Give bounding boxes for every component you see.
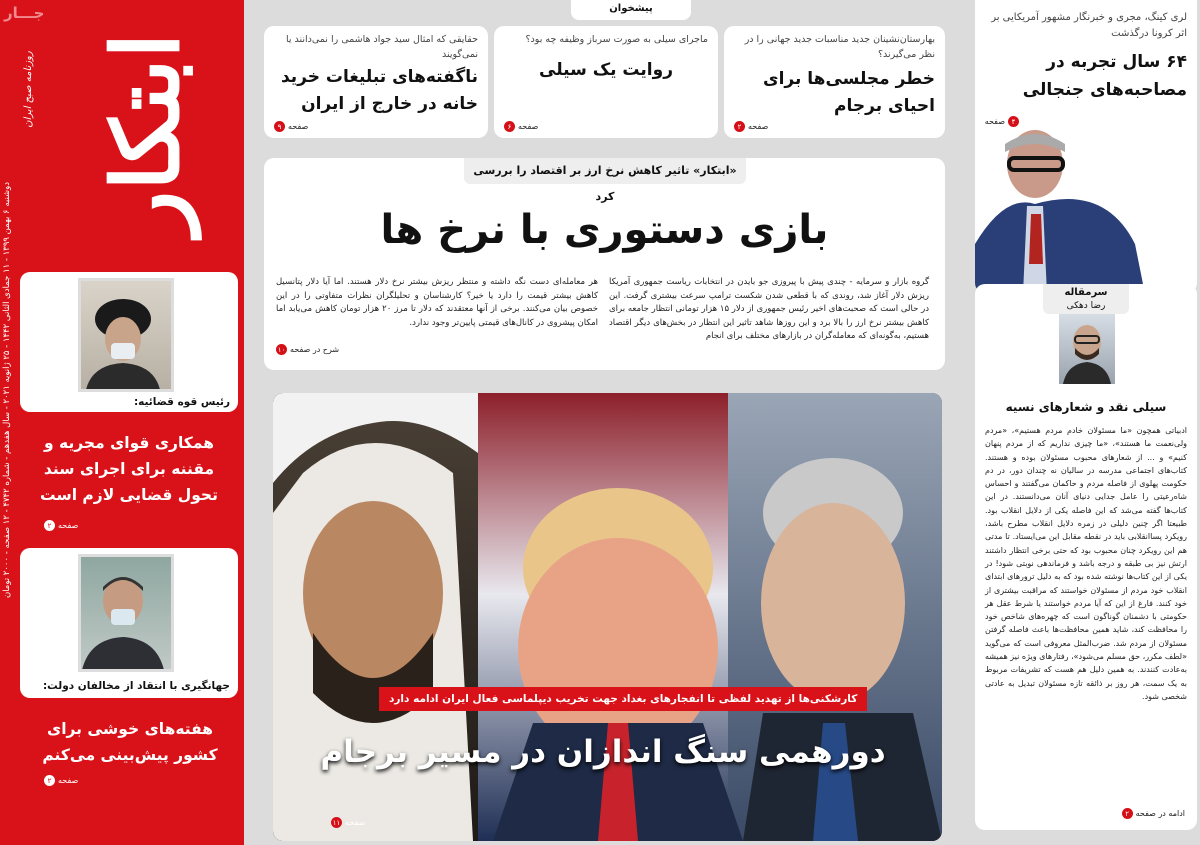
king-headline: ۶۴ سال تجربه در مصاحبه‌های جنجالی (1022, 52, 1187, 100)
preview-item-1[interactable] (724, 26, 945, 138)
watermark: جـــار (4, 4, 45, 22)
preview-tab (571, 0, 691, 20)
jahangiri-page-ref[interactable] (44, 775, 78, 786)
left-sidebar (0, 0, 244, 845)
preview-1-headline: خطر مجلسی‌ها برای احیای برجام (763, 69, 935, 116)
preview-1-kicker: بهارستان‌نشینان جدید مناسبات جدید جهانی را در نظر می‌گیرند؟ (744, 34, 935, 60)
photo-page-ref[interactable] (331, 817, 365, 828)
preview-item-3[interactable] (264, 26, 488, 138)
masthead-title: ابتکار (91, 32, 200, 236)
lead-column-right: گروه بازار و سرمایه - چندی پیش با پیروزی جو بایدن در انتخابات ریاست جمهوری آمریکا ریزش دلار آغاز شد، روندی که با قطعی شدن شکست ترامپ سرعت بیشتری گرفت. این در حالی است که صحبت‌های اخیر رئیس جمهوری از دلار ۱۵ هزار تومانی انتظار جامعه برای کاهش بیشتر نرخ ارز را بالا برد و این روزها شاهد تاثیر این انتظار در بخش‌های دیگر اقتصاد هستیم، به‌گونه‌ای که معامله‌گران در بازارهای مختلف برای انجام (609, 277, 929, 341)
masthead-slogan (8, 14, 48, 164)
lead-story (264, 158, 945, 370)
king-photo (975, 124, 1197, 293)
editorial-author-photo (1059, 314, 1115, 384)
raisi-card (20, 272, 238, 412)
king-kicker: لری کینگ، مجری و خبرنگار مشهور آمریکایی بر اثر کرونا درگذشت (991, 12, 1187, 39)
lead-more-ref[interactable] (276, 344, 339, 355)
preview-2-headline: روایت یک سیلی (539, 60, 673, 80)
raisi-page-ref[interactable] (44, 520, 78, 531)
preview-3-page-ref[interactable] (274, 121, 308, 132)
raisi-headline[interactable]: همکاری قوای مجریه و مقننه برای اجرای سند تحول قضایی لازم است (40, 434, 218, 504)
jahangiri-page-label: صفحه (58, 776, 79, 785)
preview-2-kicker: ماجرای سیلی به صورت سرباز وظیفه چه بود؟ (525, 34, 708, 45)
preview-3-page-num: ۹ (274, 121, 285, 132)
preview-3-headline: ناگفته‌های تبلیغات خرید خانه در خارج از ایران (280, 67, 478, 114)
jahangiri-card (20, 548, 238, 698)
lead-more-num: ۱۰ (277, 345, 286, 354)
king-page-num: ۴ (1008, 116, 1019, 127)
editorial-title[interactable]: سیلی نقد و شعارهای نسیه (1005, 400, 1167, 414)
editorial-more-num: ۲ (1122, 808, 1133, 819)
raisi-page-label: صفحه (58, 521, 79, 530)
raisi-photo (78, 278, 174, 392)
preview-2-page-ref[interactable] (504, 121, 538, 132)
photo-page-label: صفحه (345, 818, 366, 827)
photo-headline: دورهمی سنگ اندازان در مسیر برجام (320, 734, 886, 770)
lead-headline[interactable]: بازی دستوری با نرخ ها (380, 207, 829, 253)
masthead-logo (52, 6, 240, 262)
editorial-more-label: ادامه در صفحه (1135, 809, 1185, 818)
preview-3-page-label: صفحه (288, 122, 309, 131)
dateline-text: دوشنبه ۶ بهمن ۱۳۹۹ - ۱۱ جمادی الثانی ۱۴۴۲ - ۲۵ ژانویه ۲۰۲۱ - سال هفدهم - شماره ۴۷۴۲ - ۱۲ صفحه - ۲۰۰۰ تومان (1, 181, 12, 599)
lead-tag[interactable]: «ابتکار» تاثیر کاهش نرخ ارز بر اقتصاد را بررسی کرد (464, 158, 746, 184)
editorial-more-ref[interactable] (1122, 808, 1185, 819)
photo-banner: کارشکنی‌ها از تهدید لفظی تا انفجارهای بغداد جهت تخریب دیپلماسی فعال ایران ادامه دارد (379, 687, 867, 711)
photo-story[interactable] (273, 393, 942, 841)
editorial-author: رضا دهکی (1066, 301, 1106, 311)
jahangiri-page-num: ۲ (44, 775, 55, 786)
preview-2-page-num: ۶ (504, 121, 515, 132)
raisi-illustration (78, 281, 171, 392)
king-story[interactable] (975, 0, 1197, 293)
lead-column-left: هر معامله‌ای دست نگه داشته و منتظر ریزش بیشتر نرخ دلار هستند. اما آیا دلار پتانسیل کاهش بیشتر قیمت را دارد یا خیر؟ کارشناسان و تحلیلگران نظرات متفاوتی را در این خصوص بیان می‌کنند. برخی از آنها معتقدند که دلار تا مرز ۲۰ هزار تومان کاهش می‌یابد اما امکان پیشروی در کانال‌های قیمتی پایین‌تر وجود ندارد. (276, 277, 598, 328)
editorial-body: ادبیاتی همچون «ما مسئولان خادم مردم هستیم»، «مردم ولی‌نعمت ما هستند»، «ما چیزی نداریم که از مردم پنهان کنیم» و ... از شعارهای محبوب مسئولان بوده و هستند. کتاب‌های اجتماعی مدرسه در سالیان نه چندان دور، در دم حکومت پهلوی از فاصله مردم و حاکمان می‌گفتند و احساس شاه‌رعیتی را عامل جدایی دنیای آنان می‌دانستند. در این کتاب‌ها گفته می‌شد که این فاصله یکی از دلایل انقلاب بود. طبیعتا اگر چنین دلیلی در زمره دلایل انقلاب مطرح باشد، رویکرد پساانقلابی باید در نقطه مقابل این می‌ایستاد. تا مدتی هم این رویکرد چنان محبوب بود که حتی برخی انتظار داشتند ارتش نیز بی طبقه و درجه باشد و فرماندهی نوبتی شود! در یکی از این کتاب‌ها نوشته شده بود که به دلیل ترورهای ابتدای انقلاب خود مردم از مسئولان خواستند که مراقبت بیشتری از خود کنند. فارغ از این که آیا مردم خواستند یا شرط عقل هر حکومتی با دشمنان گوناگون است که چهره‌های شاخص خود را محافظت کند، شاید همین محافظت‌ها باعث فاصله گرفتن مسئولان از مردم شد. ضرب‌المثل معروفی است که می‌گوید «لطف مکرر، حق مسلم می‌شود»، رفتارهای ویژه نیز همیشه به‌عادت کنندند. به همین دلیل هم هست که تشریفات مربوط به یک سمت، هر روز بر ذائقه تازه مسئولان تبدیل به عادتی شخصی شود. (985, 426, 1187, 701)
jahangiri-caption: جهانگیری با انتقاد از مخالفان دولت: (42, 680, 230, 692)
editorial-label: سرمقاله (1064, 287, 1108, 298)
slogan-text: روزنامه صبح ایران (22, 50, 34, 128)
preview-1-page-num: ۲ (734, 121, 745, 132)
jahangiri-headline[interactable]: هفته‌های خوشی برای کشور پیش‌بینی می‌کنم (42, 720, 218, 764)
preview-2-page-label: صفحه (518, 122, 539, 131)
author-illustration (1059, 314, 1115, 384)
preview-3-kicker: حقایقی که امثال سید جواد هاشمی را نمی‌دانند یا نمی‌گویند (285, 34, 478, 60)
jahangiri-illustration (78, 557, 171, 672)
dateline (0, 160, 14, 620)
editorial (975, 284, 1197, 830)
preview-label: پیشخوان (609, 3, 653, 14)
lead-more-label: شرح در صفحه (290, 345, 340, 354)
editorial-label-box (1043, 284, 1129, 314)
preview-1-page-ref[interactable] (734, 121, 768, 132)
preview-item-2[interactable] (494, 26, 718, 138)
preview-1-page-label: صفحه (748, 122, 769, 131)
raisi-page-num: ۲ (44, 520, 55, 531)
king-page-label: صفحه (984, 117, 1005, 126)
jahangiri-photo (78, 554, 174, 672)
photo-page-num: ۱۱ (332, 818, 341, 827)
raisi-caption: رئیس قوه قضائیه: (133, 396, 230, 408)
